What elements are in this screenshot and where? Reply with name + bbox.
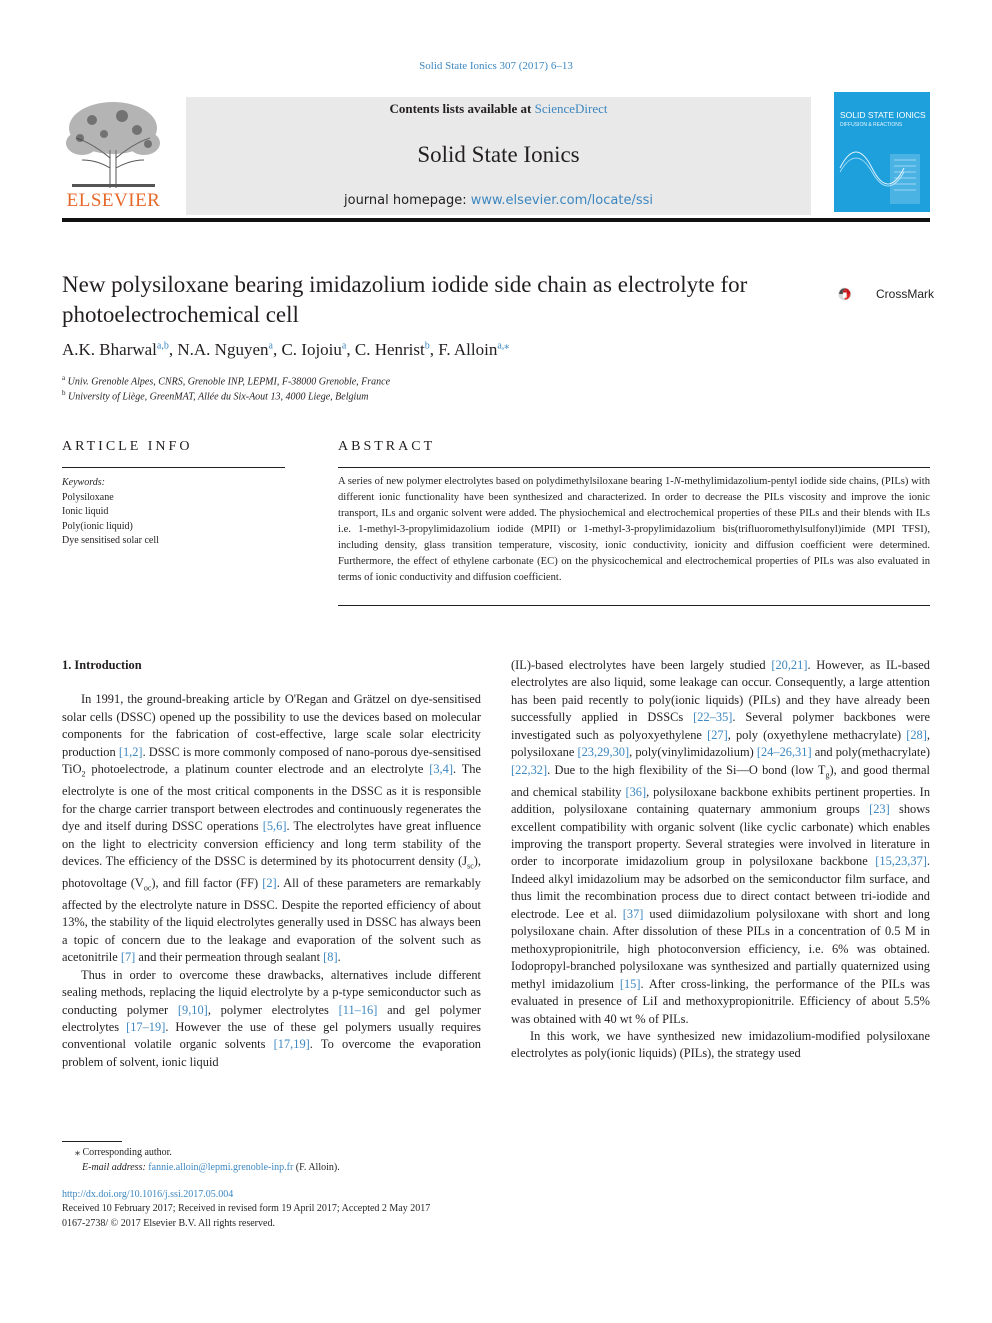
email-suffix: (F. Alloin). — [293, 1162, 340, 1173]
citation-link[interactable]: [2] — [262, 875, 277, 890]
text-segment: . However, as IL-based electrolytes are also liquid, some leakage can occur. Consequently, a large attention has been paid recently to poly(ionic liquids) (PILs) and they have already been successfully applied in DSSCs — [511, 658, 930, 725]
doi-link[interactable]: http://dx.doi.org/10.1016/j.ssi.2017.05.004 — [62, 1189, 234, 1200]
text-segment: and their permeation through sealant — [135, 950, 324, 965]
affiliation-text: Univ. Grenoble Alpes, CNRS, Grenoble INP, LEPMI, F-38000 Grenoble, France — [67, 376, 391, 388]
journal-cover-thumbnail[interactable] — [834, 92, 930, 212]
abstract-segment: -methylimidazolium-pentyl iodide side chains, (PILs) with different ionic functionality have been synthesized and characterized. In order to decrease the PILs viscosity and improve the ionic transport, ILs and organic solvent were added. The physiochemical and electrochemical properties of these PILs and their blends with ILs i.e. 1-methyl-3-propylimidazolium iodide (MPII) or 1-methyl-3-propylimidazolium bis(trifluoromethylsulfonyl)imide (MPI TFSI), including density, glass transition temperature, viscosity, ionic conductivity, ionicity and diffusion coefficient were determined. Furthermore, the effect of ethylene carbonate (EC) on the physicochemical and electrochemical properties of PILs was also evaluated in terms of ionic conductivity and diffusion coefficient. — [338, 476, 930, 583]
copyright-line: 0167-2738/ © 2017 Elsevier B.V. All rights reserved. — [62, 1218, 275, 1229]
keyword: Ionic liquid — [62, 506, 109, 517]
cover-subtitle: DIFFUSION & REACTIONS — [840, 122, 903, 128]
text-segment: , polymer electrolytes — [207, 1002, 339, 1017]
text-segment: . To overcome the evaporation problem of solvent, ionic liquid — [62, 1037, 481, 1069]
author-affiliation-mark[interactable]: a,b — [156, 340, 169, 352]
citation-link[interactable]: [37] — [622, 906, 644, 921]
subscript: 2 — [81, 769, 86, 779]
subscript: sc — [467, 861, 474, 871]
keyword: Polysiloxane — [62, 491, 114, 503]
author-separator: , — [272, 340, 282, 359]
citation-link[interactable]: [7] — [120, 950, 136, 965]
email-label: E-mail address: — [82, 1162, 149, 1173]
text-segment: , polysiloxane backbone exhibits pertinent properties. In addition, polysiloxane containing quaternary ammonium groups — [511, 784, 931, 817]
cover-title: SOLID STATE IONICS — [840, 110, 926, 120]
citation-link[interactable]: [23] — [869, 802, 890, 817]
abstract-heading: ABSTRACT — [338, 439, 436, 454]
citation-link[interactable]: [17–19] — [126, 1020, 166, 1035]
citation-link[interactable]: [36] — [625, 784, 647, 799]
citation-link[interactable]: [15] — [619, 976, 641, 991]
author-affiliation-mark[interactable]: a,⁎ — [497, 340, 510, 352]
email-link[interactable]: fannie.alloin@lepmi.grenoble-inp.fr — [148, 1162, 294, 1173]
citation-link[interactable]: [9,10] — [177, 1002, 208, 1017]
text-segment: Thus in order to overcome these drawbacks, alternatives include different sealing methods, replacing the liquid electrolyte by a p-type semiconductor such as conducting polymer — [62, 967, 481, 1017]
author-list — [62, 340, 509, 360]
citation-link[interactable]: [28] — [906, 727, 927, 742]
text-segment: and poly(methacrylate) — [811, 745, 930, 760]
text-segment: . Indeed alkyl imidazolium may be adsorbed on the semiconductor film surface, and thus limit the recombination process due to direct contact between tri-iodide and electrode. Lee et al. — [511, 854, 930, 921]
keyword: Poly(ionic liquid) — [62, 520, 133, 532]
text-segment: shows excellent compatibility with organic solvent (like cyclic carbonate) which enables improving the transport property. Several strategies were involved in literature in order to incorporate imidazolium group in polysiloxane backbone — [511, 802, 930, 869]
paragraph — [511, 657, 930, 1028]
text-segment: , poly (oxyethylene methacrylate) — [727, 727, 907, 742]
abstract-rule-bottom — [338, 605, 930, 606]
contents-prefix: Contents lists available at — [389, 101, 535, 116]
citation-link[interactable]: [8] — [323, 950, 338, 965]
article-info-rule — [62, 467, 285, 468]
homepage-link[interactable]: www.elsevier.com/locate/ssi — [470, 193, 653, 208]
text-segment: photoelectrode, a platinum counter electrode and an electrolyte — [85, 762, 430, 777]
received-dates: Received 10 February 2017; Received in revised form 19 April 2017; Accepted 2 May 2017 — [62, 1203, 431, 1214]
citation-link[interactable]: [3,4] — [429, 762, 453, 777]
author-name[interactable]: A.K. Bharwal — [62, 340, 157, 359]
citation-link[interactable]: [1,2] — [118, 744, 143, 759]
text-segment: . The electrolytes have great influence on the light to electricity conversion efficiency and long term stability of the devices. The efficiency of the DSSC is determined by its photocurrent density (J — [62, 819, 481, 868]
text-segment: , poly(vinylimidazolium) — [629, 745, 757, 760]
paragraph — [62, 967, 481, 1072]
text-segment: . However the use of these gel polymers usually requires conventional volatile organic solvents — [62, 1020, 481, 1052]
citation-link[interactable]: [5,6] — [262, 819, 287, 834]
crossmark-label[interactable]: CrossMark — [876, 287, 935, 301]
keyword: Dye sensitised solar cell — [62, 535, 159, 546]
sciencedirect-link[interactable]: ScienceDirect — [534, 101, 608, 116]
text-segment: . All of these parameters are remarkably affected by the electrolyte nature in DSSC. Despite the reported efficiency of about 13%, the stability of the liquid electrolytes generally used in DSSC has always been a topic of concern due to the leakage and evaporation of the solvent such as acetonitrile — [62, 875, 481, 965]
section-heading-introduction: 1. Introduction — [62, 658, 142, 672]
text-segment: . Several polymer backbones were investigated such as polyoxyethylene — [511, 710, 930, 742]
citation-link[interactable]: [17,19] — [273, 1037, 310, 1052]
citation-link[interactable]: [15,23,37] — [875, 854, 927, 869]
citation-link[interactable]: [22,32] — [511, 762, 548, 777]
text-segment: used diimidazolium polysiloxane with short and long polysiloxane chain. After dissolution of these PILs in a concentration of 0.5 M in methoxypropionitrile, high photoconversion efficiency, i.e. 6% was obtained. Iodopropyl-branched polysiloxane was synthesized and partially quaternized using methyl imidazolium — [511, 906, 930, 991]
article-info-heading: ARTICLE INFO — [62, 439, 193, 454]
elsevier-wordmark: ELSEVIER — [66, 190, 161, 211]
subscript: g — [825, 770, 830, 780]
abstract-rule-top — [338, 467, 930, 468]
keywords-heading: Keywords: — [62, 477, 105, 488]
crossmark-icon[interactable] — [838, 276, 874, 312]
affiliation — [62, 374, 390, 387]
citation-link[interactable]: [24–26,31] — [756, 745, 812, 760]
cover-graphic — [834, 132, 930, 212]
text-segment: and gel polymer electrolytes — [62, 1002, 481, 1035]
citation-link[interactable]: [27] — [707, 727, 728, 742]
text-segment: . The electrolyte is one of the most critical components in the DSSC as it is responsible for the charge carrier transport between electrodes and continuously regenerates the dye and itself during DSSC operations — [62, 762, 481, 834]
body-column-right — [511, 657, 930, 1063]
homepage-prefix: journal homepage: — [344, 193, 471, 208]
subscript: oc — [143, 883, 152, 893]
body-column-left — [62, 657, 481, 1071]
journal-homepage — [186, 193, 811, 208]
paragraph — [62, 691, 481, 966]
article-title: New polysiloxane bearing imidazolium iodide side chain as electrolyte for photoelectrochemical cell — [62, 272, 748, 327]
author-affiliation-mark[interactable]: b — [424, 340, 430, 352]
header-rule — [62, 218, 930, 222]
citation-link[interactable]: [11–16] — [338, 1002, 378, 1017]
text-segment: . DSSC is more commonly composed of nano-porous dye-sensitised TiO — [62, 744, 481, 777]
text-segment: , polysiloxane — [511, 727, 930, 760]
author-separator: , — [168, 340, 178, 359]
journal-citation-link[interactable]: Solid State Ionics 307 (2017) 6–13 — [419, 60, 573, 72]
journal-name: Solid State Ionics — [417, 142, 580, 167]
corresponding-author-note: ⁎ Corresponding author. — [75, 1147, 172, 1158]
text-segment: . — [337, 950, 341, 965]
author-name[interactable]: N.A. Nguyen — [177, 340, 269, 359]
text-segment: ), and good thermal and chemical stability — [511, 762, 930, 799]
affiliation-mark: b — [62, 389, 66, 397]
text-segment: (IL)-based electrolytes have been largely studied — [511, 658, 772, 672]
text-segment: . After cross-linking, the performance of the PILs was evaluated in presence of LiI and methoxypropionitrile. Efficiency of about 5.5% was obtained with 40 wt % of PILs. — [511, 976, 930, 1026]
author-name[interactable]: F. Alloin — [438, 340, 498, 359]
abstract-segment: A series of new polymer electrolytes based on polydimethylsiloxane bearing 1- — [338, 476, 674, 487]
author-name[interactable]: C. Henrist — [354, 340, 425, 359]
author-affiliation-mark[interactable]: a — [341, 340, 347, 352]
author-affiliation-mark[interactable]: a — [268, 340, 273, 352]
affiliation-mark: a — [62, 374, 66, 382]
citation-link[interactable]: [20,21] — [771, 658, 808, 672]
footnote-rule — [62, 1141, 122, 1142]
text-segment: . Due to the high flexibility of the Si—O bond (low T — [547, 762, 826, 777]
abstract-italic: N — [673, 476, 681, 487]
citation-link[interactable]: [22–35] — [693, 710, 733, 725]
keywords-block — [62, 476, 285, 549]
affiliation — [62, 389, 369, 402]
author-name[interactable]: C. Iojoiu — [281, 340, 342, 359]
text-segment: In 1991, the ground-breaking article by O'Regan and Grätzel on dye-sensitised solar cells (DSSC) opened up the possibility to use the devices based on molecular components for the fabrication of cost-effective, large scale solar electricity production — [62, 692, 481, 759]
affiliation-text: University of Liège, GreenMAT, Allée du Six-Aout 13, 4000 Liege, Belgium — [68, 391, 369, 403]
author-separator: , — [346, 340, 355, 359]
author-separator: , — [429, 340, 439, 359]
abstract-text — [338, 474, 930, 586]
contents-line — [186, 101, 811, 117]
paragraph: In this work, we have synthesized new imidazolium-modified polysiloxane electrolytes as poly(ionic liquids) (PILs), the strategy used — [511, 1028, 930, 1061]
text-segment: ), and fill factor (FF) — [151, 875, 263, 890]
text-segment: ), photovoltage (V — [62, 854, 481, 890]
email-line — [82, 1162, 340, 1173]
citation-link[interactable]: [23,29,30] — [577, 745, 630, 760]
